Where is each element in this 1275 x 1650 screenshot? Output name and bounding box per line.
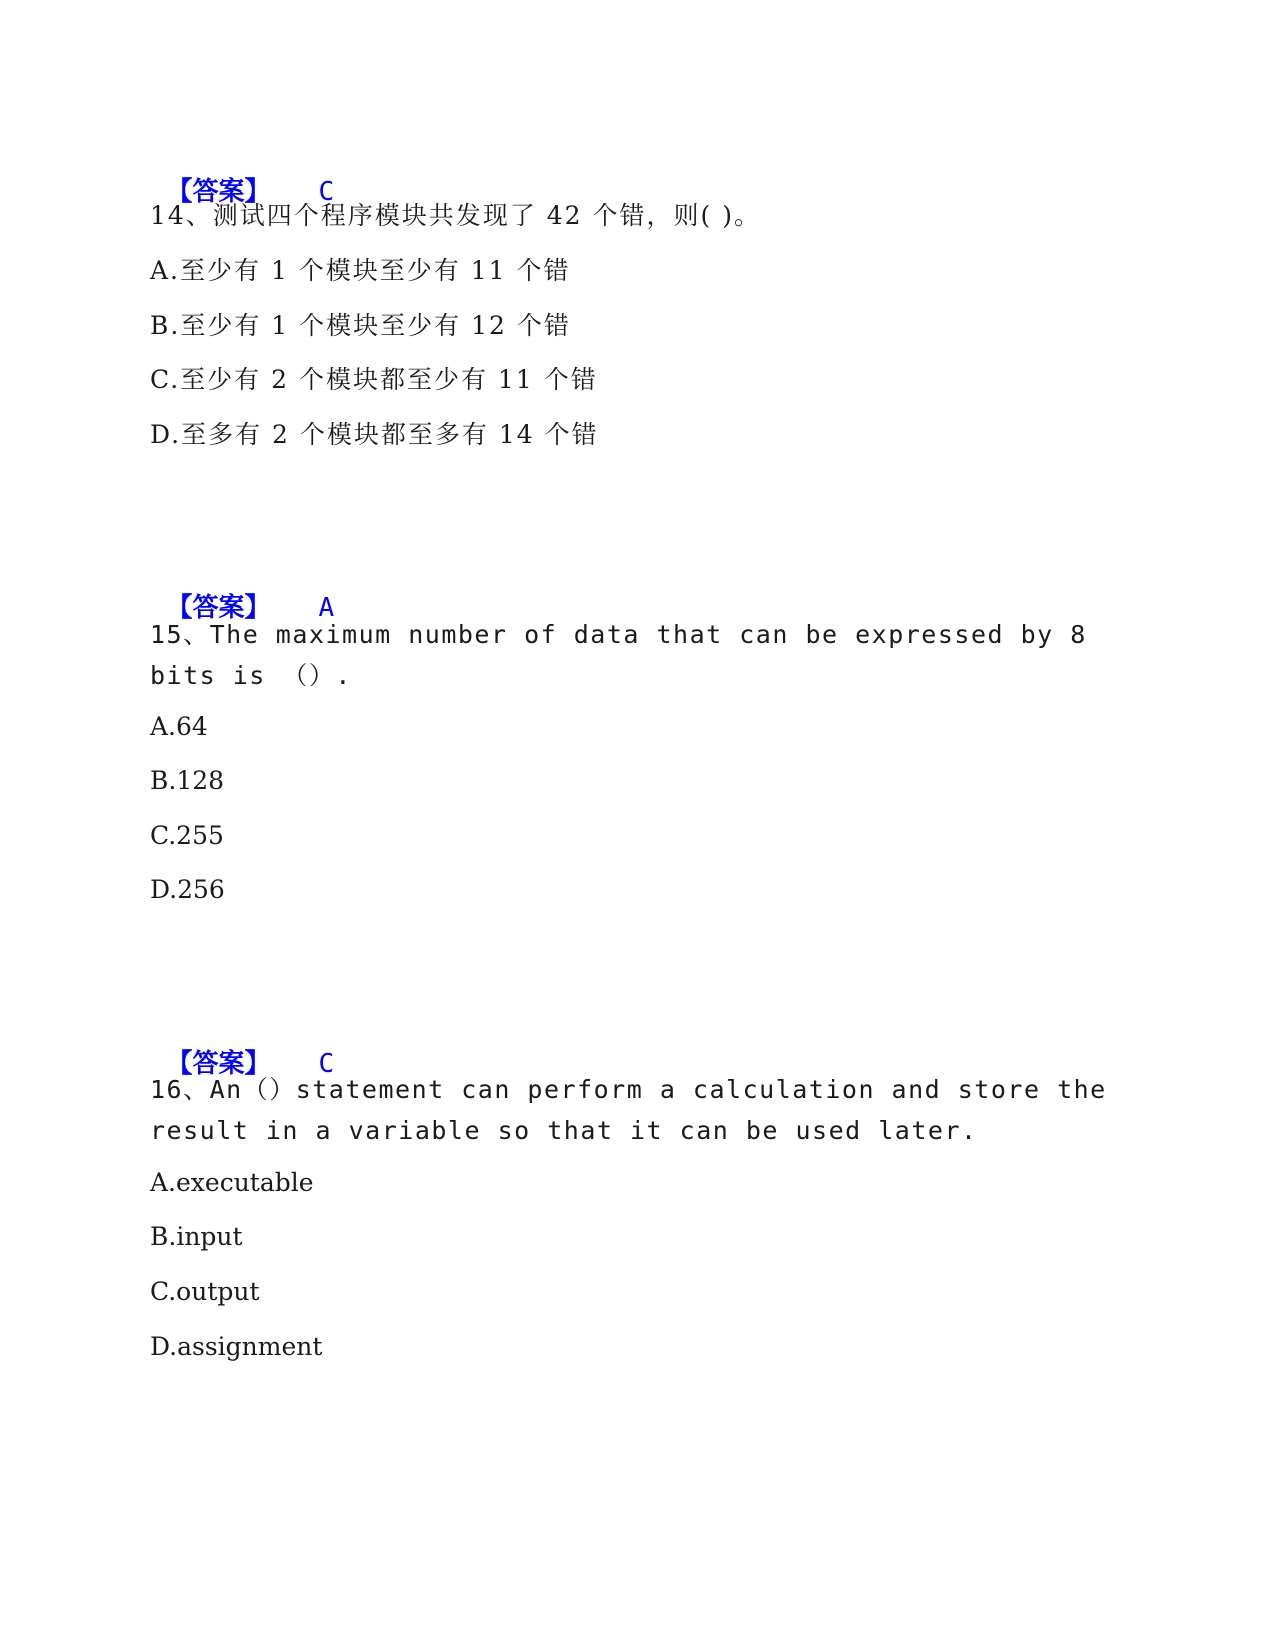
question-15-option-d: D.256 [150,875,225,904]
answer-value: A [318,593,335,623]
question-14-option-d: D.至多有 2 个模块都至多有 14 个错 [150,420,599,449]
question-14-stem: 14、测试四个程序模块共发现了 42 个错，则( )。 [150,201,761,230]
question-16-option-c: C.output [150,1277,260,1306]
question-15-option-c: C.255 [150,821,224,850]
answer-label: 【答案】 [166,1049,271,1079]
answer-label: 【答案】 [166,593,271,623]
answer-label: 【答案】 [166,177,271,207]
question-16-option-d: D.assignment [150,1332,323,1361]
answer-value: C [318,1049,335,1079]
question-16-option-b: B.input [150,1222,243,1251]
question-15-stem: 15、The maximum number of data that can be expressed by 8 bits is （）. [150,620,1087,690]
question-16-option-a: A.executable [150,1168,314,1197]
question-15-option-a: A.64 [150,712,208,741]
question-14-option-c: C.至少有 2 个模块都至少有 11 个错 [150,365,598,394]
question-14-option-a: A.至少有 1 个模块至少有 11 个错 [150,256,571,285]
question-14-option-b: B.至少有 1 个模块至少有 12 个错 [150,311,571,340]
answer-value: C [318,177,335,207]
question-15-option-b: B.128 [150,766,225,795]
question-16-stem: 16、An（）statement can perform a calculation and store the result in a variable so that it can be used later. [150,1075,1107,1145]
answer-line [150,147,334,207]
